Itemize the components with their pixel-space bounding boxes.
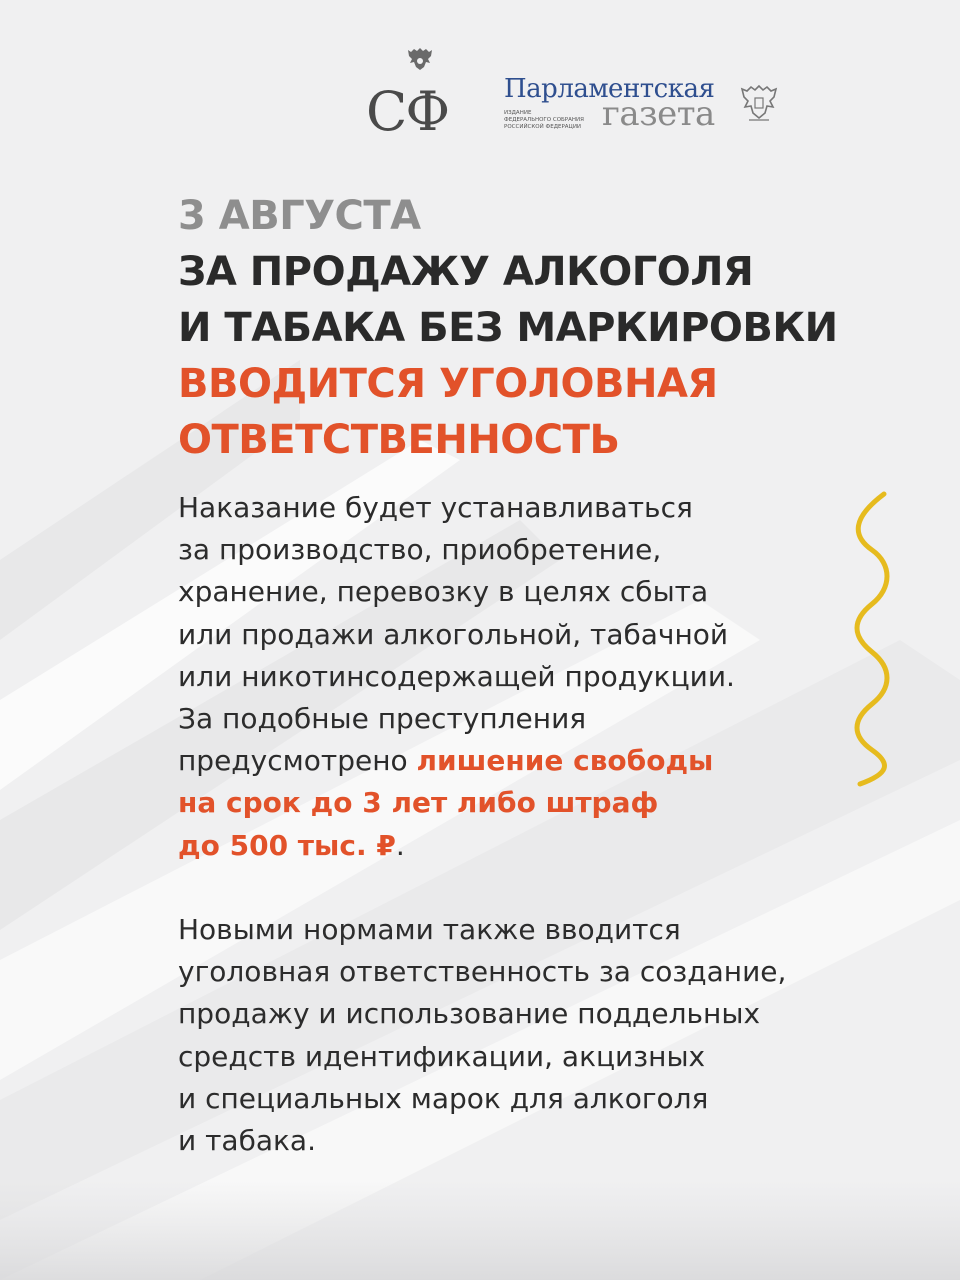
text-line xyxy=(178,740,818,782)
headline-date: 3 АВГУСТА xyxy=(178,193,421,239)
pg-subtitle: газета xyxy=(602,94,715,134)
text-fragment: предусмотрено xyxy=(178,744,417,778)
text-line: уголовная ответственность за создание, xyxy=(178,955,787,989)
paragraph-new-norms xyxy=(178,909,818,1162)
sf-logo-text: СФ xyxy=(366,80,449,143)
text-line: и табака. xyxy=(178,1124,316,1158)
text-line xyxy=(178,825,818,867)
pg-title: Парламентская xyxy=(504,74,715,104)
text-line: Новыми нормами также вводится xyxy=(178,913,681,946)
headline-accent-line-2: ОТВЕТСТВЕННОСТЬ xyxy=(178,417,620,463)
highlight-text: на срок до 3 лет либо штраф xyxy=(178,786,659,820)
parliamentary-gazette-logo xyxy=(504,74,794,144)
highlight-text: лишение свободы xyxy=(416,744,714,778)
headline xyxy=(178,188,898,468)
headline-line-1: ЗА ПРОДАЖУ АЛКОГОЛЯ xyxy=(178,249,754,295)
text-line: или продажи алкогольной, табачной xyxy=(178,617,729,651)
text-line: и специальных марок для алкоголя xyxy=(178,1081,709,1115)
coat-of-arms-icon xyxy=(734,80,784,130)
text-line: хранение, перевозку в целях сбыта xyxy=(178,575,709,609)
decorative-wave-icon xyxy=(848,488,896,788)
text-line: за производство, приобретение, xyxy=(178,533,662,567)
text-fragment: . xyxy=(395,828,405,862)
text-line: За подобные преступления xyxy=(178,702,587,736)
text-line: средств идентификации, акцизных xyxy=(178,1039,706,1073)
headline-line-2: И ТАБАКА БЕЗ МАРКИРОВКИ xyxy=(178,305,838,351)
text-line: продажу и использование поддельных xyxy=(178,997,761,1031)
text-line: или никотинсодержащей продукции. xyxy=(178,659,735,693)
header-logos xyxy=(366,44,806,143)
headline-accent-line-1: ВВОДИТСЯ УГОЛОВНАЯ xyxy=(178,361,718,407)
highlight-text: до 500 тыс. ₽ xyxy=(178,828,396,862)
paragraph-penalties xyxy=(178,487,818,867)
double-headed-eagle-icon xyxy=(402,44,438,80)
pg-publisher: ИЗДАНИЕ ФЕДЕРАЛЬНОГО СОБРАНИЯ РОССИЙСКОЙ ФЕДЕРАЦИИ xyxy=(504,110,584,130)
text-line: Наказание будет устанавливаться xyxy=(178,491,693,524)
